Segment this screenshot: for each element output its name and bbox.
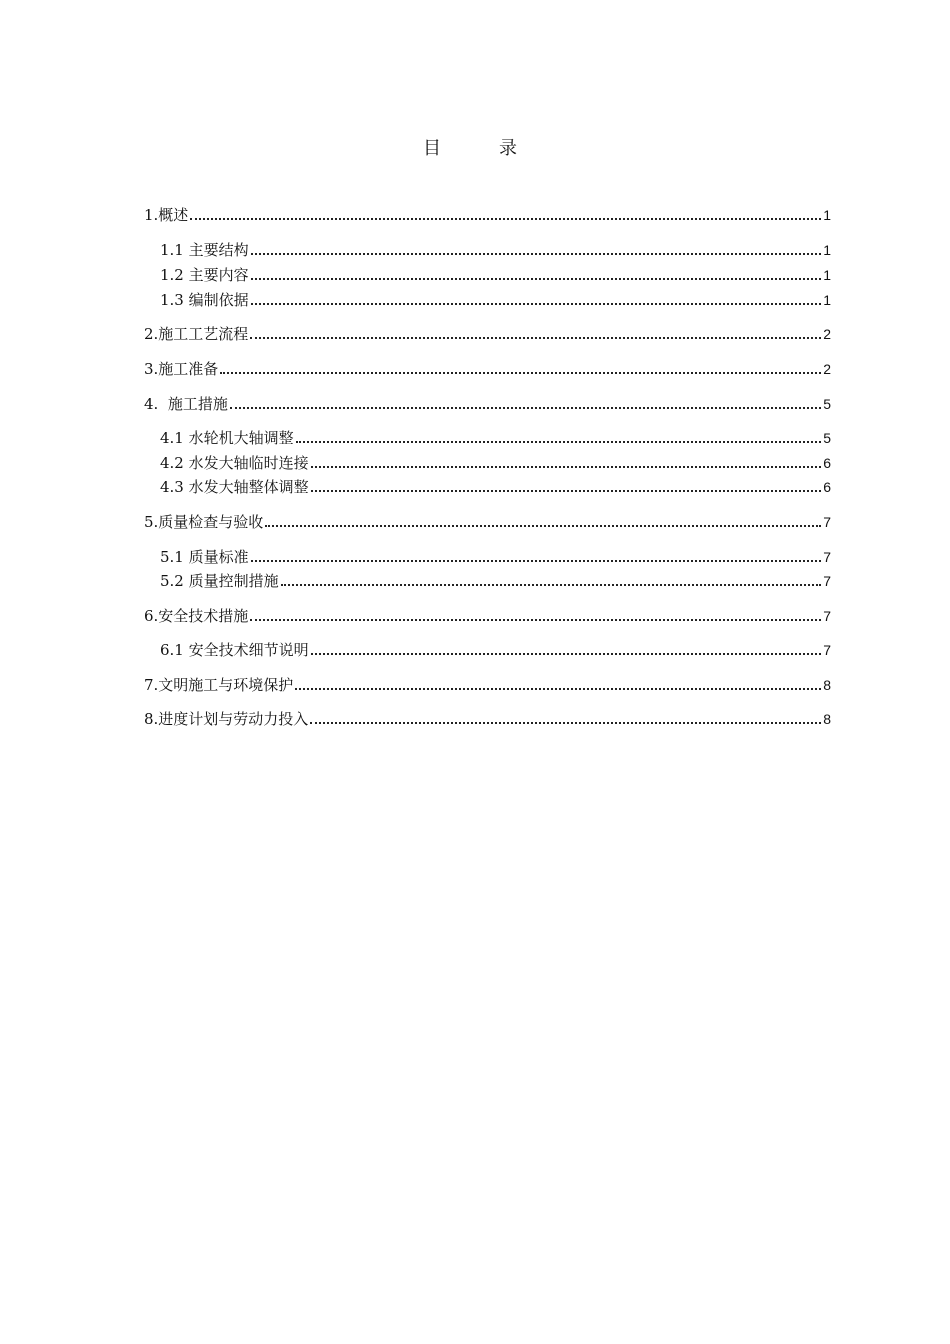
toc-entry-page: 6 xyxy=(823,479,831,495)
toc-entry-label: 1.2 主要内容 xyxy=(160,266,249,284)
toc-entry-label: 1.1 主要结构 xyxy=(160,241,249,259)
toc-subentry[interactable] xyxy=(160,264,831,286)
toc-subentry[interactable] xyxy=(160,570,831,592)
toc-entry-page: 7 xyxy=(823,573,831,589)
toc-entry-page: 7 xyxy=(823,549,831,565)
toc-entry-page: 1 xyxy=(823,207,831,223)
toc-subentry[interactable] xyxy=(160,452,831,474)
toc-subentry[interactable] xyxy=(160,239,831,261)
dot-leader xyxy=(296,441,822,443)
dot-leader xyxy=(311,490,822,492)
toc-entry-label: 4.2 水发大轴临时连接 xyxy=(160,454,309,472)
dot-leader xyxy=(251,278,822,280)
toc-entry-label: 6.1 安全技术细节说明 xyxy=(160,641,309,659)
toc-entry-page: 8 xyxy=(823,677,831,693)
toc-entry-label: 5.2 质量控制措施 xyxy=(160,572,279,590)
toc-entry-label: 1.3 编制依据 xyxy=(160,291,249,309)
toc-subentry[interactable] xyxy=(160,427,831,449)
toc-entry[interactable] xyxy=(144,358,831,380)
toc-subentry[interactable] xyxy=(160,289,831,311)
toc-entry-page: 1 xyxy=(823,267,831,283)
toc-entry[interactable] xyxy=(144,605,831,627)
toc-entry-label: 4. 施工措施 xyxy=(144,395,228,413)
dot-leader xyxy=(251,303,822,305)
toc-entry-page: 8 xyxy=(823,711,831,727)
toc-entry[interactable] xyxy=(144,674,831,696)
toc-entry[interactable] xyxy=(144,511,831,533)
toc-entry-page: 7 xyxy=(823,642,831,658)
toc-entry-page: 1 xyxy=(823,242,831,258)
toc-entry-label: 6.安全技术措施 xyxy=(144,607,249,625)
dot-leader xyxy=(295,688,821,690)
toc-entry-page: 2 xyxy=(823,361,831,377)
toc-title: 目 录 xyxy=(423,138,537,159)
dot-leader xyxy=(250,337,821,339)
toc-entry-label: 8.进度计划与劳动力投入 xyxy=(144,710,309,728)
toc-entry-page: 5 xyxy=(823,430,831,446)
toc-entry-page: 6 xyxy=(823,455,831,471)
dot-leader xyxy=(251,253,822,255)
toc-subentry[interactable] xyxy=(160,546,831,568)
dot-leader xyxy=(220,372,821,374)
dot-leader xyxy=(190,218,821,220)
dot-leader xyxy=(230,407,821,409)
dot-leader xyxy=(265,525,821,527)
toc-entry-page: 2 xyxy=(823,326,831,342)
dot-leader xyxy=(311,466,822,468)
dot-leader xyxy=(311,653,822,655)
dot-leader xyxy=(281,584,822,586)
toc-entry-label: 2.施工工艺流程 xyxy=(144,325,249,343)
toc-entry-page: 7 xyxy=(823,608,831,624)
toc-entry[interactable] xyxy=(144,323,831,345)
toc-entry-page: 1 xyxy=(823,292,831,308)
toc-entry-label: 5.1 质量标准 xyxy=(160,548,249,566)
toc-entry-label: 4.1 水轮机大轴调整 xyxy=(160,429,294,447)
toc-entry[interactable] xyxy=(144,393,831,415)
toc-entry-label: 7.文明施工与环境保护 xyxy=(144,676,294,694)
toc-subentry[interactable] xyxy=(160,476,831,498)
toc-entry[interactable] xyxy=(144,204,831,226)
toc-entry-label: 3.施工准备 xyxy=(144,360,219,378)
toc-subentry[interactable] xyxy=(160,639,831,661)
dot-leader xyxy=(251,560,822,562)
toc-entry[interactable] xyxy=(144,708,831,730)
toc-entry-page: 5 xyxy=(823,396,831,412)
toc-entry-label: 4.3 水发大轴整体调整 xyxy=(160,478,309,496)
toc-entry-page: 7 xyxy=(823,514,831,530)
toc-entry-label: 5.质量检查与验收 xyxy=(144,513,264,531)
toc-entry-label: 1.概述 xyxy=(144,206,189,224)
dot-leader xyxy=(250,619,821,621)
dot-leader xyxy=(310,722,821,724)
